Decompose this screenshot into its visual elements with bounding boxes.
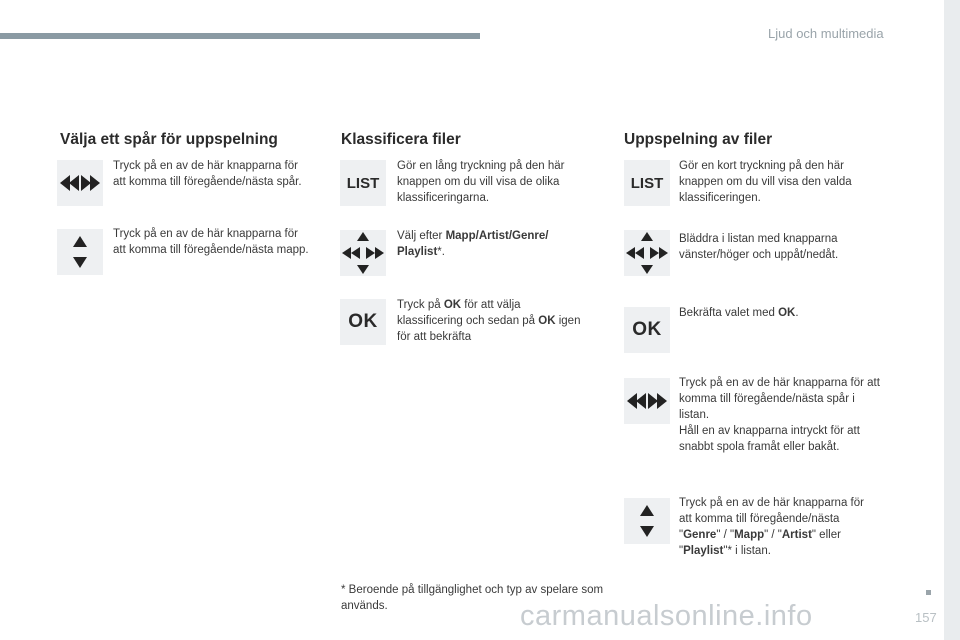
- header-rule: [0, 33, 480, 39]
- up-down-icon-graphic: [637, 503, 657, 539]
- column-title-select-track: Välja ett spår för uppspelning: [60, 131, 278, 148]
- playback-prev-next-text: Tryck på en av de här knapparna för att komma till föregående/nästa spår i listan. Håll en av knapparna intryckt för att snabbt spola framåt eller bakåt.: [679, 377, 880, 453]
- list-icon-label: LIST: [630, 174, 664, 192]
- list-icon-label: LIST: [346, 174, 380, 192]
- column-title-classify-files: Klassificera filer: [341, 131, 461, 148]
- up-down-icon-graphic: [70, 234, 90, 270]
- up-down-icon: [624, 498, 670, 544]
- list-icon: [340, 160, 386, 206]
- ok-icon-label: OK: [348, 311, 378, 332]
- up-down-icon: [57, 229, 103, 275]
- ok-icon-label: OK: [632, 319, 662, 340]
- ok-icon: [624, 307, 670, 353]
- footnote: * Beroende på tillgänglighet och typ av spelare som används.: [341, 584, 604, 612]
- four-way-arrows-icon: [624, 230, 670, 276]
- four-way-arrows-icon-graphic: [625, 231, 669, 275]
- list-icon: [624, 160, 670, 206]
- page-marker: [926, 590, 931, 595]
- classify-ok-text: Tryck på OK för att välja klassificering och sedan på OK igen för att bekräfta: [397, 299, 581, 343]
- classify-choose-text: Välj efter Mapp/Artist/Genre/ Playlist*.: [397, 230, 549, 258]
- classify-list-text: Gör en lång tryckning på den här knappen om du vill visa de olika klassificeringarna.: [397, 160, 565, 204]
- four-way-arrows-icon: [340, 230, 386, 276]
- prev-next-icon: [624, 378, 670, 424]
- section-title: Ljud och multimedia: [768, 26, 884, 41]
- playback-list-text: Gör en kort tryckning på den här knappen om du vill visa den valda klassificeringen.: [679, 160, 852, 204]
- playback-ok-text: Bekräfta valet med OK.: [679, 307, 799, 319]
- select-track-prev-next-text: Tryck på en av de här knapparna för att komma till föregående/nästa spår.: [113, 160, 302, 188]
- select-track-up-down-text: Tryck på en av de här knapparna för att komma till föregående/nästa mapp.: [113, 228, 309, 256]
- playback-browse-text: Bläddra i listan med knapparna vänster/höger och uppåt/nedåt.: [679, 233, 839, 261]
- prev-next-icon-graphic: [625, 391, 669, 411]
- page-edge-strip: [944, 0, 960, 640]
- playback-up-down-text: Tryck på en av de här knapparna för att komma till föregående/nästa "Genre" / "Mapp" / "Artist" eller "Playlist"* i listan.: [679, 497, 864, 557]
- prev-next-icon: [57, 160, 103, 206]
- four-way-arrows-icon-graphic: [341, 231, 385, 275]
- page-number: 157: [915, 610, 937, 625]
- column-title-playback: Uppspelning av filer: [624, 131, 773, 148]
- ok-icon: [340, 299, 386, 345]
- watermark: carmanualsonline.info: [520, 600, 813, 632]
- prev-next-icon-graphic: [58, 173, 102, 193]
